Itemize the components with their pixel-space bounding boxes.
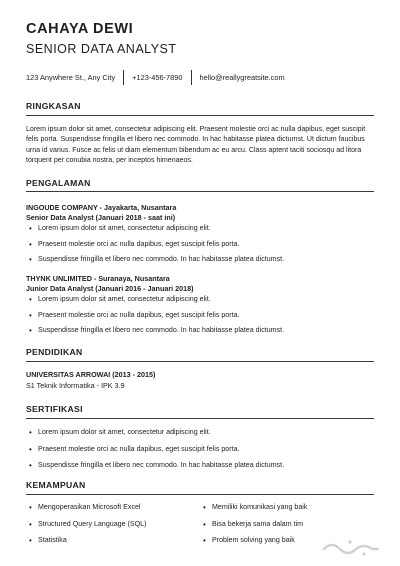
- job-company: THYNK UNLIMITED - Suranaya, Nusantara: [26, 274, 170, 283]
- job-position: Senior Data Analyst (Januari 2018 - saat ini): [26, 213, 176, 222]
- section-divider: [26, 361, 374, 362]
- degree-text: S1 Teknik Informatika - IPK 3.9: [26, 381, 125, 390]
- skills-title: KEMAMPUAN: [26, 480, 86, 490]
- candidate-name: CAHAYA DEWI: [26, 21, 134, 37]
- list-item: • Suspendisse fringilla et libero nec commodo. In hac habitasse platea dictumst.: [26, 255, 284, 271]
- contact-divider: [191, 70, 192, 85]
- address-text: 123 Anywhere St., Any City: [26, 73, 116, 82]
- list-item: • Bisa bekerja sama dalam tim: [200, 520, 374, 537]
- list-item: • Problem solving yang baik: [200, 536, 374, 553]
- candidate-role: SENIOR DATA ANALYST: [26, 42, 177, 56]
- list-item: • Praesent molestie orci ac nulla dapibus, eget suscipit felis porta.: [26, 311, 284, 327]
- certification-bullets: [26, 428, 284, 478]
- section-divider: [26, 418, 374, 419]
- list-item: • Statistika: [26, 536, 200, 553]
- job-bullets: [26, 224, 284, 271]
- list-item: • Lorem ipsum dolor sit amet, consectetur adipiscing elit.: [26, 295, 284, 311]
- watermark-logo: [320, 537, 382, 562]
- list-item: • Praesent molestie orci ac nulla dapibus, eget suscipit felis porta.: [26, 240, 284, 256]
- list-item: • Suspendisse fringilla et libero nec commodo. In hac habitasse platea dictumst.: [26, 461, 284, 478]
- resume-page: [26, 0, 374, 566]
- section-divider: [26, 494, 374, 495]
- experience-title: PENGALAMAN: [26, 178, 91, 188]
- list-item: • Suspendisse fringilla et libero nec commodo. In hac habitasse platea dictumst.: [26, 326, 284, 342]
- list-item: • Lorem ipsum dolor sit amet, consectetur adipiscing elit.: [26, 428, 284, 445]
- section-divider: [26, 115, 374, 116]
- list-item: • Mengoperasikan Microsoft Excel: [26, 503, 200, 520]
- list-item: • Structured Query Language (SQL): [26, 520, 200, 537]
- skills-left-column: [26, 503, 200, 553]
- job-company: INGOUDE COMPANY - Jayakarta, Nusantara: [26, 203, 177, 212]
- job-bullets: [26, 295, 284, 342]
- summary-title: RINGKASAN: [26, 101, 81, 111]
- list-item: • Praesent molestie orci ac nulla dapibus, eget suscipit felis porta.: [26, 445, 284, 462]
- list-item: • Memiliki komunikasi yang baik: [200, 503, 374, 520]
- email-text: hello@reallygreatsite.com: [199, 73, 285, 82]
- school-name: UNIVERSITAS ARROWAI (2013 - 2015): [26, 370, 156, 379]
- summary-text: Lorem ipsum dolor sit amet, consectetur adipiscing elit. Praesent molestie orci ac nulla dapibus, eget suscipit felis porta. Suspendisse fringilla et libero nec commodo. In hac habitasse platea dictumst. Ut dictum faucibus urna id varius. Fusce ac felis ut diam elementum bibendum ac eu arcu. Class aptent taciti sociosqu ad litora torquent per conubia nostra, per inceptos himenaeos.: [26, 126, 366, 165]
- phone-text: +123-456-7890: [132, 73, 183, 82]
- contact-line: [26, 70, 285, 85]
- section-divider: [26, 191, 374, 192]
- certification-title: SERTIFIKASI: [26, 404, 83, 414]
- contact-divider: [123, 70, 124, 85]
- education-title: PENDIDIKAN: [26, 347, 83, 357]
- job-position: Junior Data Analyst (Januari 2016 - Januari 2018): [26, 284, 194, 293]
- list-item: • Lorem ipsum dolor sit amet, consectetur adipiscing elit.: [26, 224, 284, 240]
